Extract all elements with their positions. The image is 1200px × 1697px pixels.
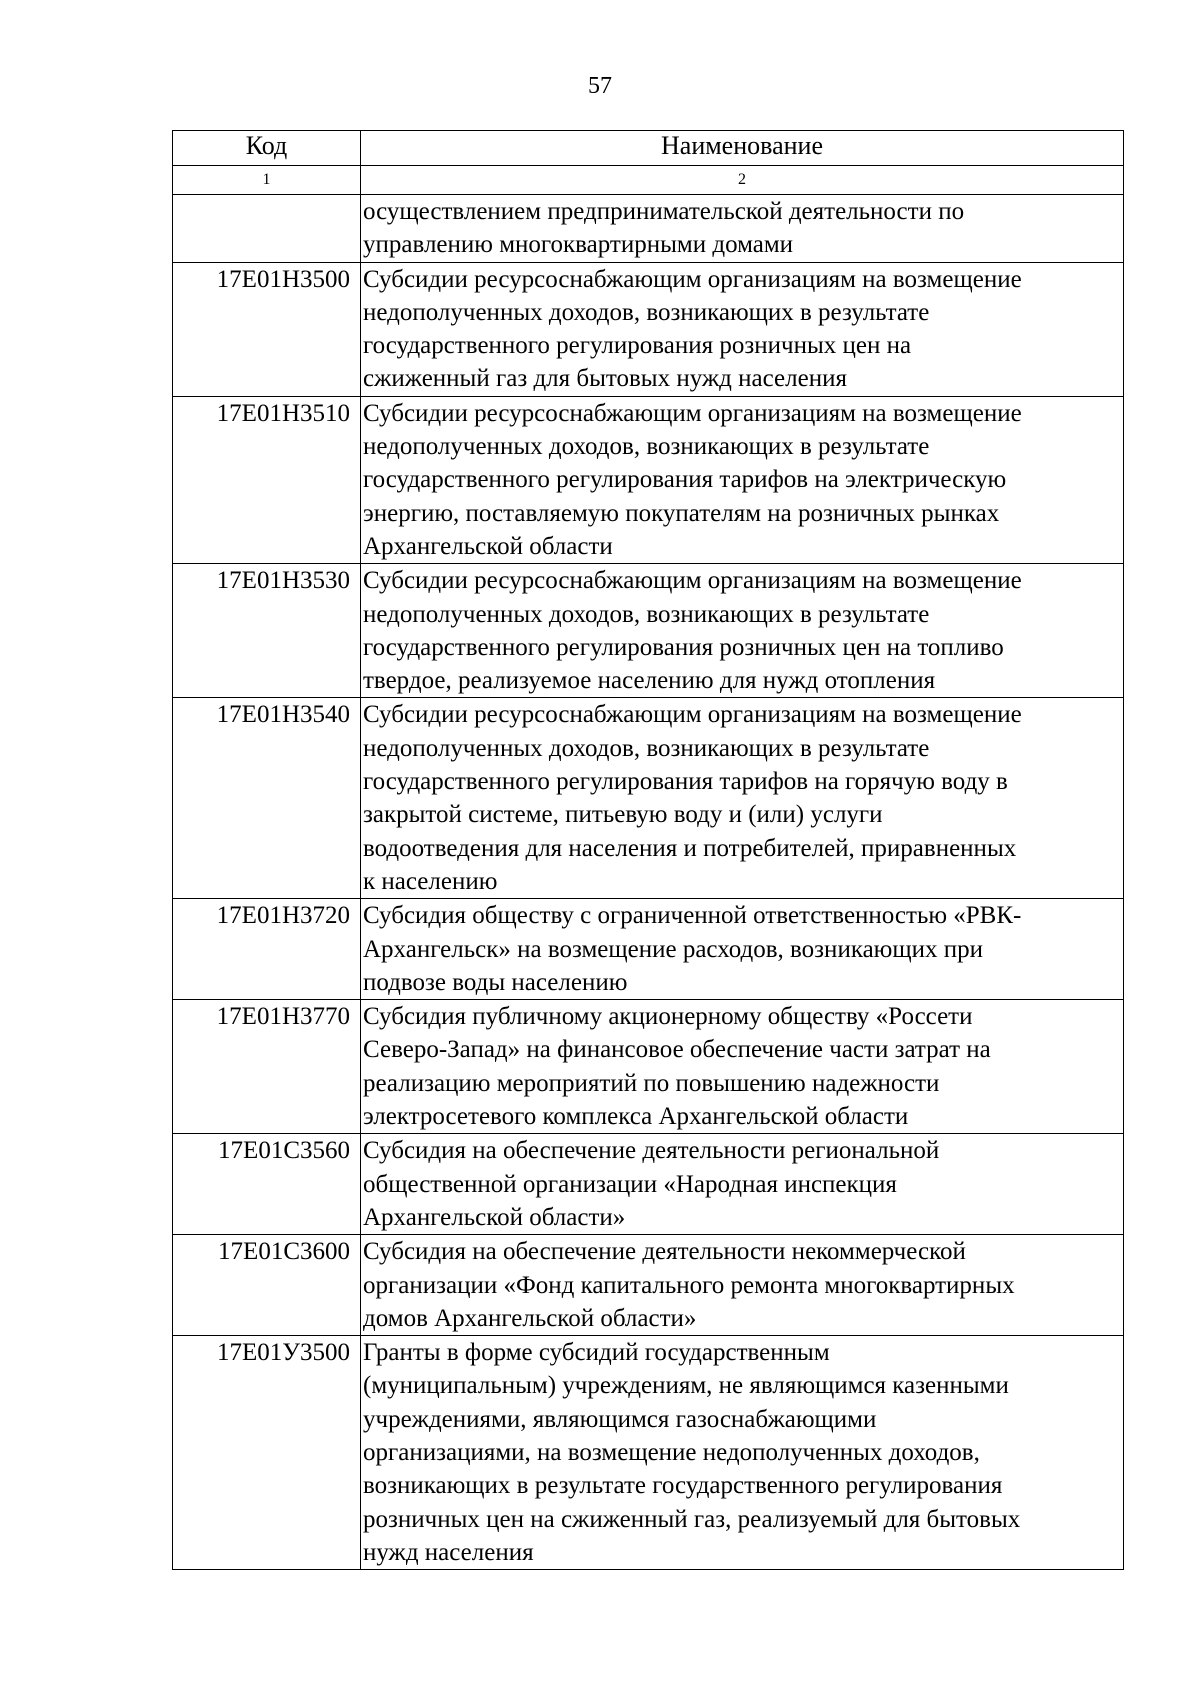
row-name-line: к населению xyxy=(363,867,498,895)
row-code: 17Е01Н3500 xyxy=(173,262,361,396)
row-name-line: общественной организации «Народная инспекция xyxy=(363,1170,897,1198)
page-number: 57 xyxy=(588,73,612,99)
column-number-2: 2 xyxy=(361,166,1124,195)
table-row xyxy=(173,564,1124,698)
row-name-line: Субсидия на обеспечение деятельности некоммерческой xyxy=(363,1238,966,1266)
row-name-line: осуществлением предпринимательской деятельности по xyxy=(363,198,965,225)
table-row xyxy=(173,396,1124,563)
row-name xyxy=(361,698,1124,899)
row-name-line: Архангельск» на возмещение расходов, возникающих при xyxy=(363,935,983,963)
row-name-line: сжиженный газ для бытовых нужд населения xyxy=(363,365,847,393)
row-name-line: учреждениями, являющимся газоснабжающими xyxy=(363,1405,877,1433)
header-name: Наименование xyxy=(361,131,1124,166)
row-code: 17Е01Н3510 xyxy=(173,396,361,563)
row-name-line: организациями, на возмещение недополученных доходов, xyxy=(363,1438,980,1466)
row-name xyxy=(361,396,1124,563)
row-name-line: недополученных доходов, возникающих в результате xyxy=(363,734,930,762)
row-name xyxy=(361,195,1124,263)
row-code: 17Е01Н3530 xyxy=(173,564,361,698)
row-code: 17Е01С3600 xyxy=(173,1235,361,1336)
table-row xyxy=(173,1336,1124,1570)
row-name-line: управлению многоквартирными домами xyxy=(363,231,794,259)
row-name-line: Архангельской области xyxy=(363,532,613,560)
row-name-line: энергию, поставляемую покупателям на розничных рынках xyxy=(363,499,1000,527)
row-code: 17Е01Н3540 xyxy=(173,698,361,899)
row-name-line: розничных цен на сжиженный газ, реализуемый для бытовых xyxy=(363,1505,1021,1533)
row-name xyxy=(361,1000,1124,1134)
row-name-line: Северо-Запад» на финансовое обеспечение части затрат на xyxy=(363,1036,991,1064)
row-name-line: государственного регулирования тарифов на электрическую xyxy=(363,466,1007,494)
row-name-line: Субсидии ресурсоснабжающим организациям на возмещение xyxy=(363,701,1022,729)
row-name-line: Субсидии ресурсоснабжающим организациям на возмещение xyxy=(363,399,1022,427)
column-number-row xyxy=(173,166,1124,195)
table-row xyxy=(173,698,1124,899)
row-name-line: реализацию мероприятий по повышению надежности xyxy=(363,1069,940,1097)
row-name-line: недополученных доходов, возникающих в результате xyxy=(363,298,930,326)
row-name-line: государственного регулирования розничных цен на топливо xyxy=(363,633,1004,661)
row-name-line: возникающих в результате государственного регулирования xyxy=(363,1472,1003,1500)
row-name-line: Субсидия обществу с ограниченной ответственностью «РВК- xyxy=(363,902,1022,930)
budget-code-table xyxy=(172,130,1124,1570)
row-name-line: государственного регулирования розничных цен на xyxy=(363,332,912,360)
row-name-line: Архангельской области» xyxy=(363,1203,626,1231)
header-code: Код xyxy=(173,131,361,166)
row-name-line: Субсидия публичному акционерному обществу «Россети xyxy=(363,1003,973,1031)
row-name xyxy=(361,1134,1124,1235)
row-name-line: нужд населения xyxy=(363,1538,534,1566)
row-code: 17Е01Н3720 xyxy=(173,899,361,1000)
row-name-line: Субсидии ресурсоснабжающим организациям на возмещение xyxy=(363,265,1022,293)
row-name xyxy=(361,1235,1124,1336)
row-code: 17Е01С3560 xyxy=(173,1134,361,1235)
row-code xyxy=(173,195,361,263)
table-row xyxy=(173,899,1124,1000)
row-name-line: (муниципальным) учреждениям, не являющимся казенными xyxy=(363,1372,1009,1400)
row-name-line: недополученных доходов, возникающих в результате xyxy=(363,433,930,461)
row-name-line: Субсидия на обеспечение деятельности региональной xyxy=(363,1137,940,1165)
row-code: 17Е01Н3770 xyxy=(173,1000,361,1134)
row-name-line: организации «Фонд капитального ремонта многоквартирных xyxy=(363,1271,1015,1299)
row-name xyxy=(361,262,1124,396)
row-name-line: домов Архангельской области» xyxy=(363,1304,697,1332)
row-name-line: твердое, реализуемое населению для нужд отопления xyxy=(363,667,936,695)
table-row xyxy=(173,1134,1124,1235)
row-name xyxy=(361,899,1124,1000)
row-name-line: недополученных доходов, возникающих в результате xyxy=(363,600,930,628)
row-name-line: Гранты в форме субсидий государственным xyxy=(363,1339,830,1367)
column-number-1: 1 xyxy=(173,166,361,195)
row-name xyxy=(361,564,1124,698)
row-name-line: закрытой системе, питьевую воду и (или) услуги xyxy=(363,801,883,829)
header-row xyxy=(173,131,1124,166)
table-row xyxy=(173,1235,1124,1336)
row-name-line: водоотведения для населения и потребителей, приравненных xyxy=(363,834,1017,862)
row-name-line: электросетевого комплекса Архангельской области xyxy=(363,1103,909,1131)
table-row xyxy=(173,262,1124,396)
row-name xyxy=(361,1336,1124,1570)
row-code: 17Е01У3500 xyxy=(173,1336,361,1570)
row-name-line: Субсидии ресурсоснабжающим организациям на возмещение xyxy=(363,567,1022,595)
row-name-line: государственного регулирования тарифов на горячую воду в xyxy=(363,768,1008,796)
table-row xyxy=(173,1000,1124,1134)
table-row xyxy=(173,195,1124,263)
row-name-line: подвозе воды населению xyxy=(363,968,628,996)
